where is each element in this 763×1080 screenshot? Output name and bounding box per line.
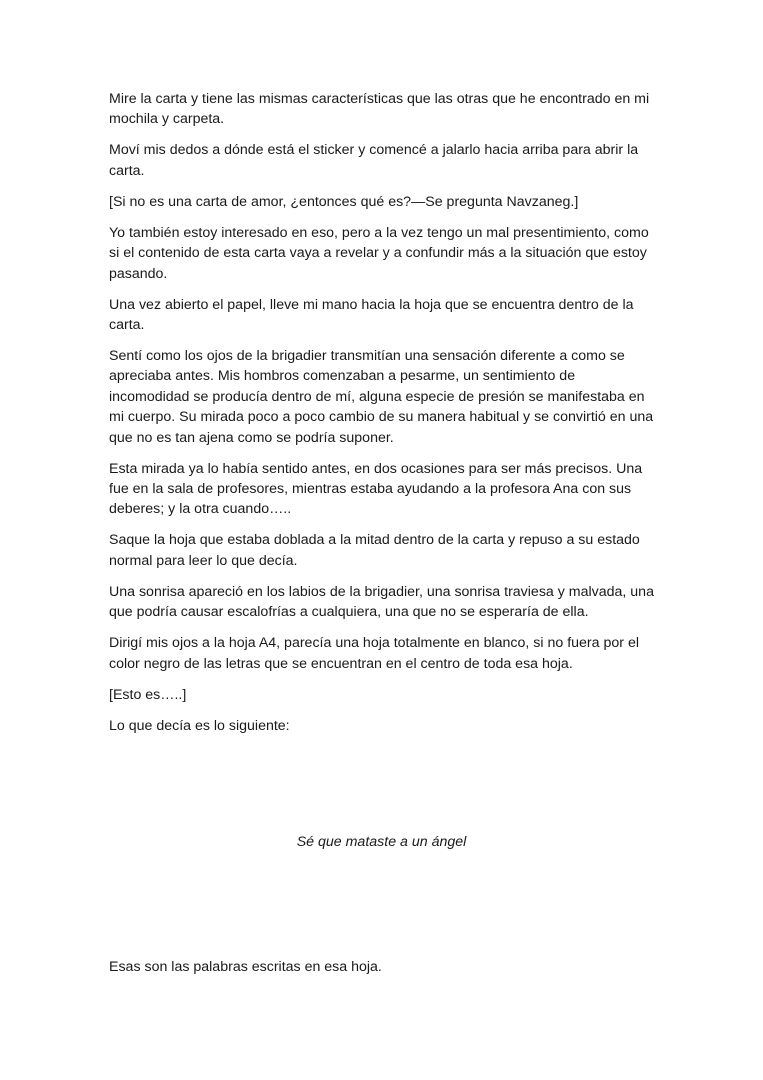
paragraph-5: Una vez abierto el papel, lleve mi mano hacia la hoja que se encuentra dentro de la carta. [109,296,634,334]
closing-paragraph: Esas son las palabras escritas en esa hoja. [109,959,382,975]
body-text [109,89,659,747]
paragraph-3: [Si no es una carta de amor, ¿entonces qué es?—Se pregunta Navzaneg.] [109,193,579,210]
letter-quote: Sé que mataste a un ángel [296,834,467,850]
paragraph-6: Sentí como los ojos de la brigadier transmitían una sensación diferente a como se apreciaba antes. Mis hombros comenzaban a pesarme, un sentimiento de incomodidad se producía dentro de mí, alguna especie de presión se manifestaba en mi cuerpo. Su mirada poco a poco cambio de su manera habitual y se convirtió en una que no es tan ajena como se podría suponer. [109,348,654,446]
paragraph-12: Lo que decía es lo siguiente: [109,717,290,734]
paragraph-9: Una sonrisa apareció en los labios de la brigadier, una sonrisa traviesa y malvada, una que podría causar escalofrías a cualquiera, una que no se esperaría de ella. [109,583,654,621]
paragraph-2: Moví mis dedos a dónde está el sticker y comencé a jalarlo hacia arriba para abrir la carta. [109,142,639,179]
paragraph-8: Saque la hoja que estaba doblada a la mitad dentro de la carta y repuso a su estado normal para leer lo que decía. [109,532,640,569]
paragraph-7: Esta mirada ya lo había sentido antes, en dos ocasiones para ser más precisos. Una fue en la sala de profesores, mientras estaba ayudando a la profesora Ana con sus deberes; y la otra cuando….. [109,460,643,518]
paragraph-10: Dirigí mis ojos a la hoja A4, parecía una hoja totalmente en blanco, si no fuera por el color negro de las letras que se encuentran en el centro de toda esa hoja. [109,635,639,672]
paragraph-1: Mire la carta y tiene las mismas características que las otras que he encontrado en mi mochila y carpeta. [109,91,650,128]
paragraph-4: Yo también estoy interesado en eso, pero a la vez tengo un mal presentimiento, como si el contenido de esta carta vaya a revelar y a confundir más a la situación que estoy pasando. [109,224,649,282]
paragraph-11: [Esto es…..] [109,686,187,703]
